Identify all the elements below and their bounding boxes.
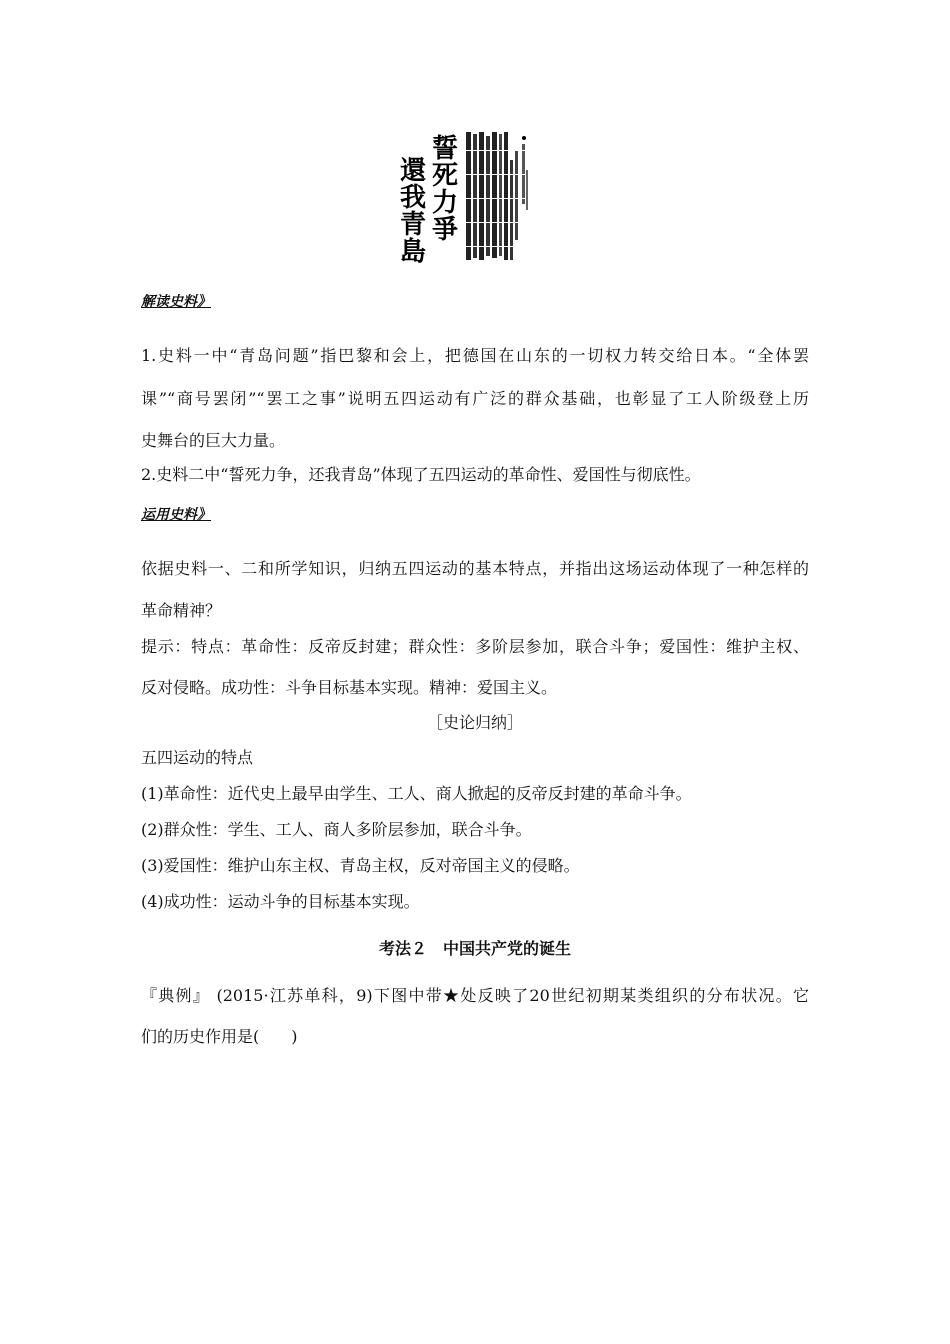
question-line-1: 依据史料一、二和所学知识，归纳五四运动的基本特点，并指出这场运动体现了一种怎样的: [141, 559, 809, 578]
interpret-paragraph-2: 2.史料二中“誓死力争，还我青岛”体现了五四运动的革命性、爱国性与彻底性。: [141, 465, 701, 484]
feature-item-4: (4)成功性：运动斗争的目标基本实现。: [141, 892, 420, 911]
features-title: 五四运动的特点: [141, 748, 254, 767]
interpret-paragraph-1-line-1: 1.史料一中“青岛问题”指巴黎和会上，把德国在山东的一切权力转交给日本。“全体罢: [141, 346, 809, 365]
feature-item-3: (3)爱国性：维护山东主权、青岛主权，反对帝国主义的侵略。: [141, 856, 580, 875]
hint-line-1: 提示：特点：革命性：反帝反封建；群众性：多阶层参加，联合斗争；爱国性：维护主权、: [141, 637, 809, 656]
slogan-column-left: 誓 死 力 爭: [432, 134, 459, 245]
interpret-paragraph-1-line-2: 课”“商号罢闭”“罢工之事”说明五四运动有广泛的群众基础，也彰显了工人阶级登上历: [141, 389, 809, 408]
historical-newspaper-image: [396, 128, 532, 267]
feature-item-1: (1)革命性：近代史上最早由学生、工人、商人掀起的反帝反封建的革命斗争。: [141, 784, 692, 803]
summary-title: ［史论归纳］: [426, 713, 523, 732]
feature-item-2: (2)群众性：学生、工人、商人多阶层参加，联合斗争。: [141, 820, 532, 839]
method-title: 考法２ 中国共产党的诞生: [378, 939, 571, 958]
section-label-apply: 运用史料》: [141, 507, 211, 523]
interpret-paragraph-1-line-3: 史舞台的巨大力量。: [141, 431, 286, 450]
question-line-2: 革命精神？: [141, 601, 222, 620]
slogan-column-right: 還 我 青 島: [400, 156, 427, 267]
example-line-1: 『典例』 (2015·江苏单科，9)下图中带★处反映了20世纪初期某类组织的分布状况。它: [141, 986, 809, 1005]
newspaper-text-texture: [464, 130, 530, 262]
example-line-2: 们的历史作用是( ): [141, 1027, 298, 1046]
hint-line-2: 反对侵略。成功性：斗争目标基本实现。精神：爱国主义。: [141, 678, 558, 697]
section-label-interpret: 解读史料》: [141, 294, 211, 310]
